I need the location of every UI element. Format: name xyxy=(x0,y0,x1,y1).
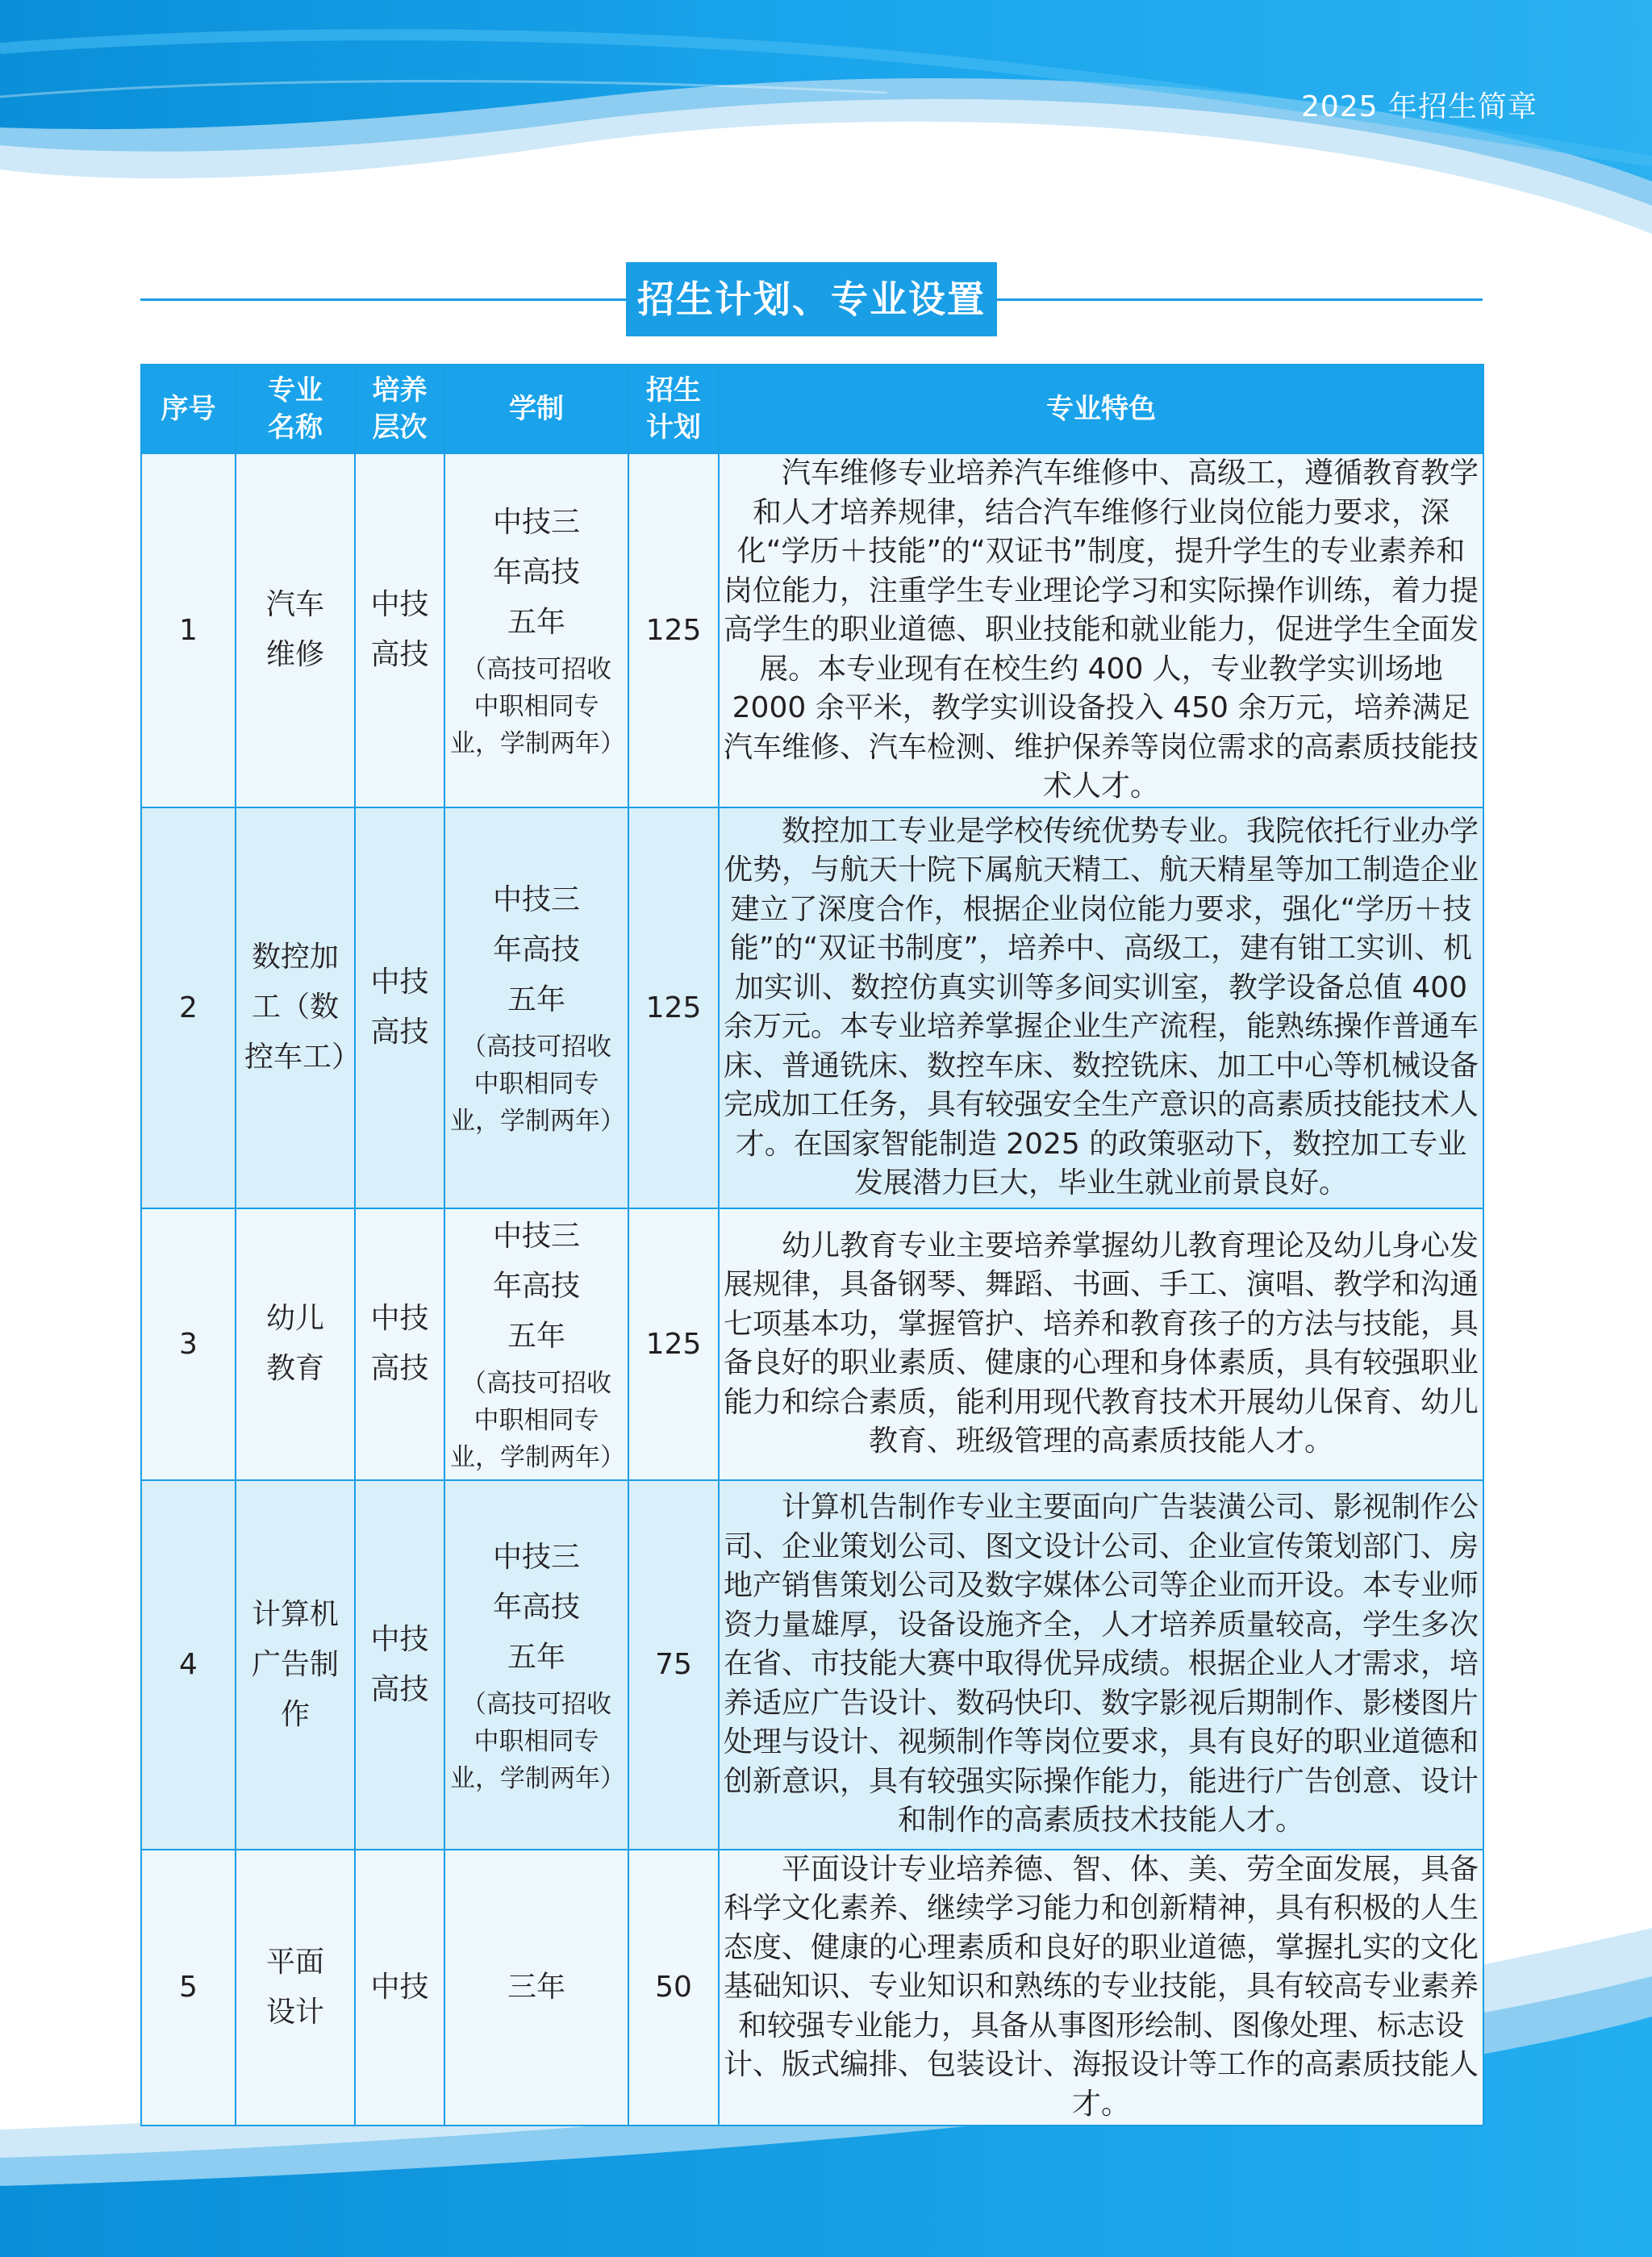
row-system-main: 中技三年高技五年 xyxy=(492,506,580,640)
enrollment-plan-table xyxy=(140,364,1484,2126)
row-system-main: 三年 xyxy=(507,1970,565,2004)
row-system xyxy=(444,1850,628,2126)
row-plan: 125 xyxy=(628,453,719,807)
table-header-row xyxy=(141,365,1483,453)
top-wave-decoration xyxy=(0,0,1652,258)
row-plan: 125 xyxy=(628,1208,719,1480)
row-system-note: （高技可招收中职相同专业，学制两年） xyxy=(450,1689,625,1793)
header-feature: 专业特色 xyxy=(719,365,1483,453)
brochure-title: 2025 年招生简章 xyxy=(1300,90,1537,123)
header-level: 培养层次 xyxy=(355,365,444,453)
row-major: 计算机广告制作 xyxy=(236,1480,355,1850)
row-system-main: 中技三年高技五年 xyxy=(492,1220,580,1353)
row-index: 1 xyxy=(141,453,236,807)
row-plan: 75 xyxy=(628,1480,719,1850)
row-major: 平面设计 xyxy=(236,1850,355,2126)
row-system-note: （高技可招收中职相同专业，学制两年） xyxy=(450,655,625,759)
table-row xyxy=(141,1208,1483,1480)
row-feature: 数控加工专业是学校传统优势专业。我院依托行业办学优势，与航天十院下属航天精工、航天精星等加工制造企业建立了深度合作，根据企业岗位能力要求，强化“学历＋技能”的“双证书制度”，培养中、高级工，建有钳工实训、机加实训、数控仿真实训等多间实训室，教学设备总值 400 余万元。本专业培养掌握企业生产流程，能熟练操作普通车床、普通铣床、数控车床、数控铣床、加工中心等机械设备完成加工任务，具有较强安全生产意识的高素质技能技术人才。在国家智能制造 2025 的政策驱动下，数控加工专业发展潜力巨大，毕业生就业前景良好。 xyxy=(719,807,1483,1208)
row-major: 幼儿教育 xyxy=(236,1208,355,1480)
row-system-main: 中技三年高技五年 xyxy=(492,1540,580,1674)
table-row xyxy=(141,1480,1483,1850)
row-level: 中技高技 xyxy=(355,453,444,807)
row-system xyxy=(444,1208,628,1480)
row-system xyxy=(444,1480,628,1850)
row-feature: 幼儿教育专业主要培养掌握幼儿教育理论及幼儿身心发展规律，具备钢琴、舞蹈、书画、手工、演唱、教学和沟通七项基本功，掌握管护、培养和教育孩子的方法与技能，具备良好的职业素质、健康的心理和身体素质，具有较强职业能力和综合素质，能利用现代教育技术开展幼儿保育、幼儿教育、班级管理的高素质技能人才。 xyxy=(719,1208,1483,1480)
row-feature: 平面设计专业培养德、智、体、美、劳全面发展，具备科学文化素养、继续学习能力和创新精神，具有积极的人生态度、健康的心理素质和良好的职业道德，掌握扎实的文化基础知识、专业知识和熟练的专业技能，具有较高专业素养和较强专业能力，具备从事图形绘制、图像处理、标志设计、版式编排、包装设计、海报设计等工作的高素质技能人才。 xyxy=(719,1850,1483,2126)
row-system-note: （高技可招收中职相同专业，学制两年） xyxy=(450,1369,625,1472)
row-feature: 汽车维修专业培养汽车维修中、高级工，遵循教育教学和人才培养规律，结合汽车维修行业岗位能力要求，深化“学历＋技能”的“双证书”制度，提升学生的专业素养和岗位能力，注重学生专业理论学习和实际操作训练，着力提高学生的职业道德、职业技能和就业能力，促进学生全面发展。本专业现有在校生约 400 人，专业教学实训场地 2000 余平米，教学实训设备投入 450 余万元，培养满足汽车维修、汽车检测、维护保养等岗位需求的高素质技能技术人才。 xyxy=(719,453,1483,807)
row-system xyxy=(444,807,628,1208)
header-plan: 招生计划 xyxy=(628,365,719,453)
section-title: 招生计划、专业设置 xyxy=(626,262,997,336)
row-level: 中技 xyxy=(355,1850,444,2126)
row-major: 汽车维修 xyxy=(236,453,355,807)
row-index: 2 xyxy=(141,807,236,1208)
row-system-main: 中技三年高技五年 xyxy=(492,883,580,1016)
table-row xyxy=(141,1850,1483,2126)
row-plan: 125 xyxy=(628,807,719,1208)
row-level: 中技高技 xyxy=(355,1208,444,1480)
row-plan: 50 xyxy=(628,1850,719,2126)
table-row xyxy=(141,453,1483,807)
table-row xyxy=(141,807,1483,1208)
row-level: 中技高技 xyxy=(355,1480,444,1850)
row-system xyxy=(444,453,628,807)
header-index: 序号 xyxy=(141,365,236,453)
header-major: 专业名称 xyxy=(236,365,355,453)
row-index: 3 xyxy=(141,1208,236,1480)
row-index: 5 xyxy=(141,1850,236,2126)
row-feature: 计算机告制作专业主要面向广告装潢公司、影视制作公司、企业策划公司、图文设计公司、企业宣传策划部门、房地产销售策划公司及数字媒体公司等企业而开设。本专业师资力量雄厚，设备设施齐全，人才培养质量较高，学生多次在省、市技能大赛中取得优异成绩。根据企业人才需求，培养适应广告设计、数码快印、数字影视后期制作、影楼图片处理与设计、视频制作等岗位要求，具有良好的职业道德和创新意识，具有较强实际操作能力，能进行广告创意、设计和制作的高素质技术技能人才。 xyxy=(719,1480,1483,1850)
row-level: 中技高技 xyxy=(355,807,444,1208)
row-index: 4 xyxy=(141,1480,236,1850)
row-system-note: （高技可招收中职相同专业，学制两年） xyxy=(450,1033,625,1136)
row-major: 数控加工（数控车工） xyxy=(236,807,355,1208)
header-system: 学制 xyxy=(444,365,628,453)
